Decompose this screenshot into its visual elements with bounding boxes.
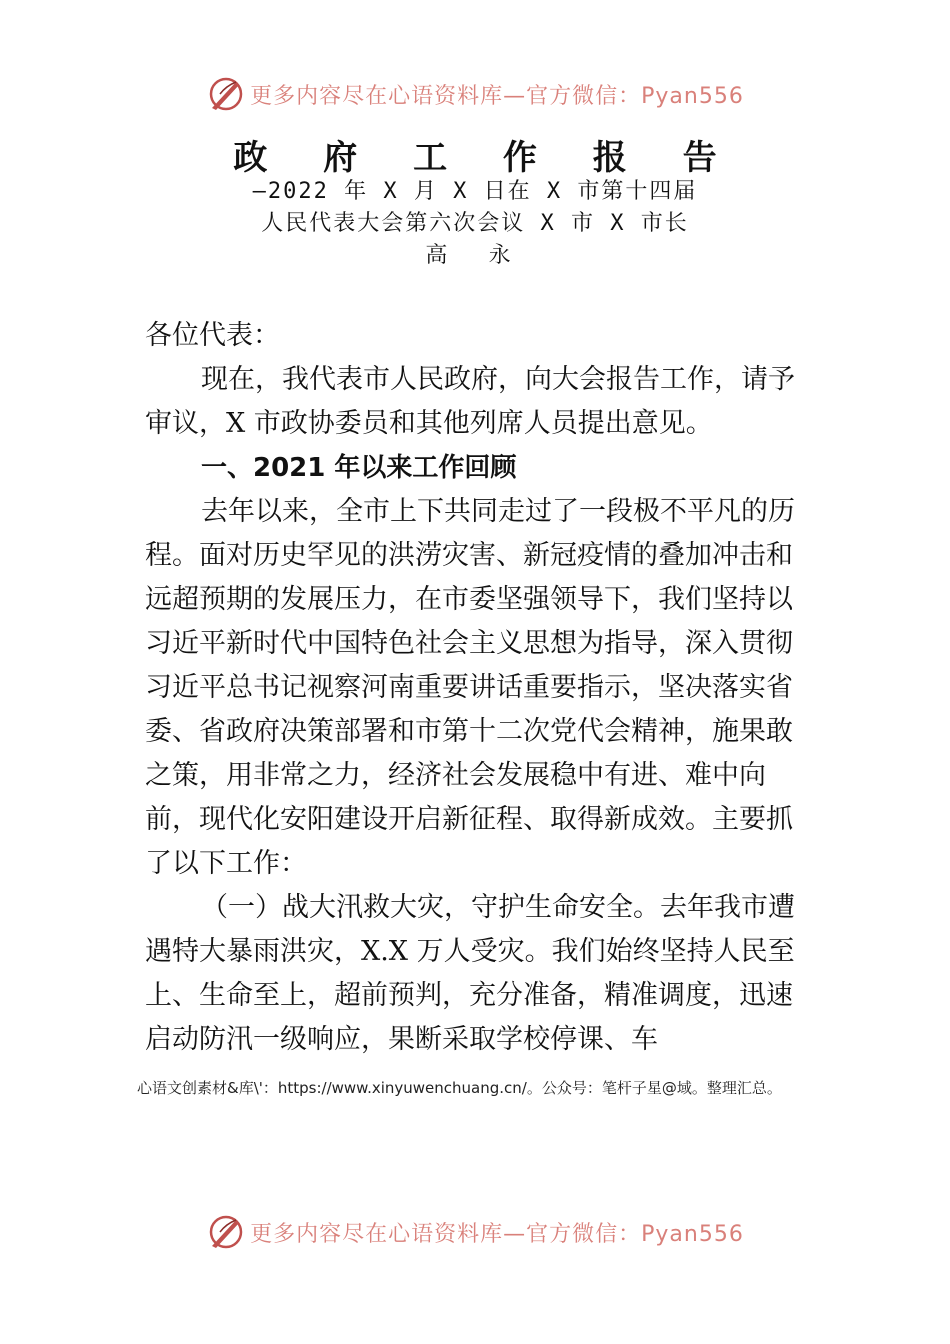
intro-paragraph: 现在，我代表市人民政府，向大会报告工作，请予审议，X 市政协委员和其他列席人员提出意见。 [145, 364, 795, 439]
section-heading: 一、2021 年以来工作回顾 [201, 453, 517, 483]
salutation: 各位代表： [145, 320, 280, 351]
header-banner [0, 70, 950, 118]
document-body [145, 314, 810, 1062]
quill-pen-logo-icon [206, 1212, 246, 1252]
subtitle-line-1: —2022 年 X 月 X 日在 X 市第十四届 [252, 179, 698, 204]
author-name: 高 永 [425, 243, 525, 268]
review-paragraph: 去年以来，全市上下共同走过了一段极不平凡的历程。面对历史罕见的洪涝灾害、新冠疫情的叠加冲击和远超预期的发展压力，在市委坚强领导下，我们坚持以习近平新时代中国特色社会主义思想为指导，深入贯彻习近平总书记视察河南重要讲话重要指示，坚决落实省委、省政府决策部署和市第十二次党代会精神，施果敢之策，用非常之力，经济社会发展稳中有进、难中向前，现代化安阳建设开启新征程、取得新成效。主要抓了以下工作： [145, 496, 795, 879]
subtitle-line-2: 人民代表大会第六次会议 X 市 X 市长 [261, 211, 689, 236]
banner-text: 更多内容尽在心语资料库—官方微信：Pyan556 [250, 83, 744, 109]
document-title: 政 府 工 作 报 告 [233, 138, 739, 178]
footer-banner [0, 1208, 950, 1256]
banner-text: 更多内容尽在心语资料库—官方微信：Pyan556 [250, 1221, 744, 1247]
quill-pen-logo-icon [206, 74, 246, 114]
source-footnote: 心语文创素材&库\'：https://www.xinyuwenchuang.cn/。公众号：笔杆子星@域。整理汇总。 [137, 1079, 782, 1097]
flood-paragraph: （一）战大汛救大灾，守护生命安全。去年我市遭遇特大暴雨洪灾，X.X 万人受灾。我们始终坚持人民至上、生命至上，超前预判，充分准备，精准调度，迅速启动防汛一级响应，果断采取学校停课、车 [145, 892, 795, 1055]
